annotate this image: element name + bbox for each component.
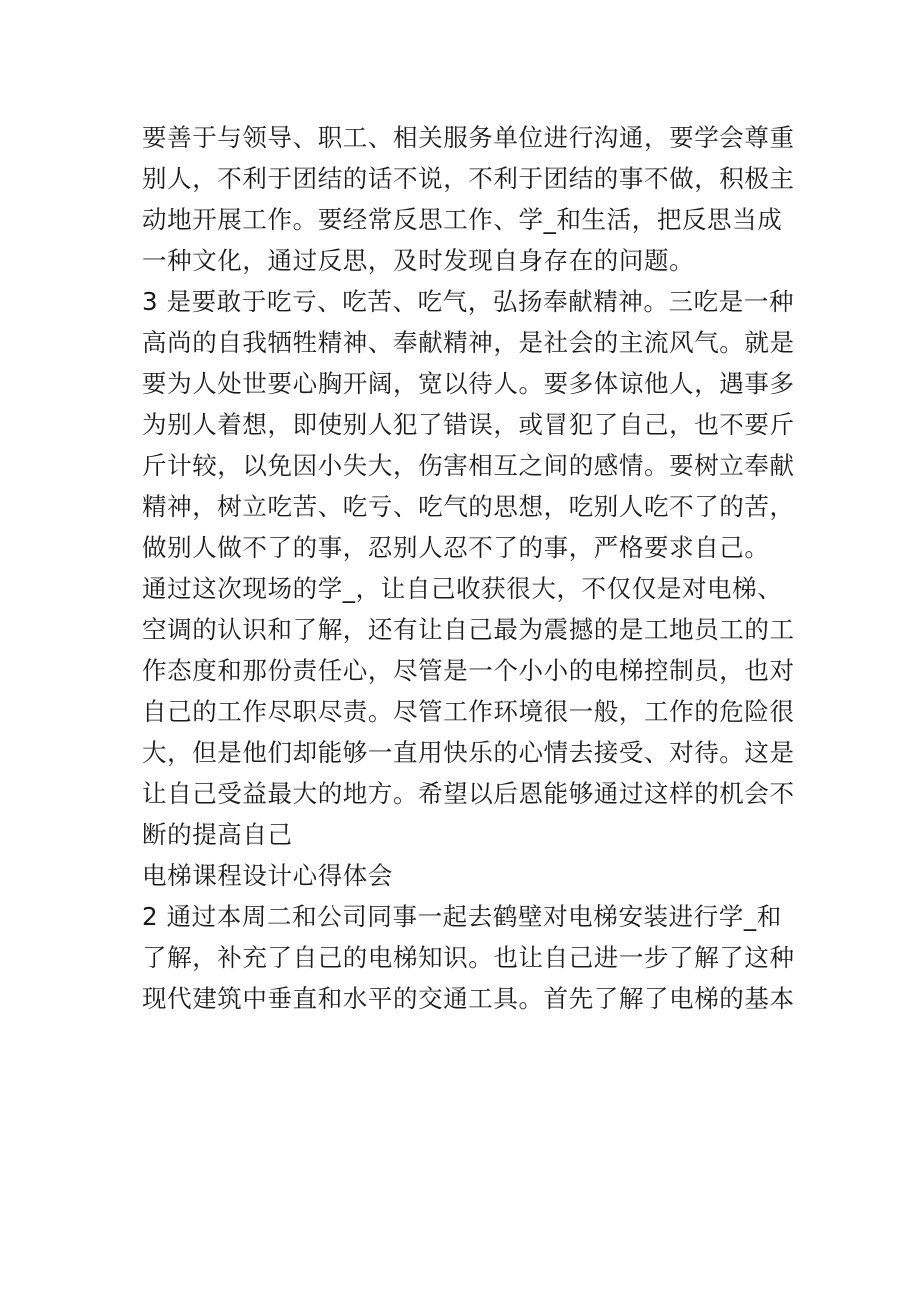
section-heading [142,855,788,896]
text-line: 要为人处世要心胸开阔，宽以待人。要多体谅他人，遇事多 [142,369,795,398]
text-line: 自己的工作尽职尽责。尽管工作环境很一般，工作的危险很 [142,697,795,726]
text-line: 了解，补充了自己的电梯知识。也让自己进一步了解了这种 [142,943,795,972]
text-line: 让自己受益最大的地方。希望以后恩能够通过这样的机会不 [142,779,795,808]
document-body [142,117,795,1019]
text-line: 别人，不利于团结的话不说，不利于团结的事不做，积极主 [142,164,795,193]
text-line: 做别人做不了的事，忍别人忍不了的事，严格要求自己。 [142,533,770,562]
text-line: 大，但是他们却能够一直用快乐的心情去接受、对待。这是 [142,738,795,767]
heading-line: 电梯课程设计心得体会 [142,861,393,890]
text-line: 现代建筑中垂直和水平的交通工具。首先了解了电梯的基本 [142,984,795,1013]
paragraph-elevator-study [142,896,795,1019]
paragraph-communication [142,117,795,281]
text-line: 高尚的自我牺牲精神、奉献精神，是社会的主流风气。就是 [142,328,795,357]
text-line: 斤计较，以免因小失大，伤害相互之间的感情。要树立奉献 [142,451,795,480]
text-line: 为别人着想，即使别人犯了错误，或冒犯了自己，也不要斤 [142,410,795,439]
paragraph-dedication [142,281,795,568]
paragraph-reflection [142,568,795,855]
text-line: 2 通过本周二和公司同事一起去鹤壁对电梯安装进行学_和 [142,902,782,931]
text-line: 空调的认识和了解，还有让自己最为震撼的是工地员工的工 [142,615,795,644]
text-line: 一种文化，通过反思，及时发现自身存在的问题。 [142,246,695,275]
text-line: 3 是要敢于吃亏、吃苦、吃气，弘扬奉献精神。三吃是一种 [142,287,795,316]
text-line: 要善于与领导、职工、相关服务单位进行沟通，要学会尊重 [142,123,795,152]
text-line: 作态度和那份责任心，尽管是一个小小的电梯控制员，也对 [142,656,795,685]
text-line: 通过这次现场的学_，让自己收获很大，不仅仅是对电梯、 [142,574,783,603]
text-line: 动地开展工作。要经常反思工作、学_和生活，把反思当成 [142,205,783,234]
text-line: 断的提高自己 [142,820,293,849]
text-line: 精神，树立吃苦、吃亏、吃气的思想，吃别人吃不了的苦， [142,492,795,521]
